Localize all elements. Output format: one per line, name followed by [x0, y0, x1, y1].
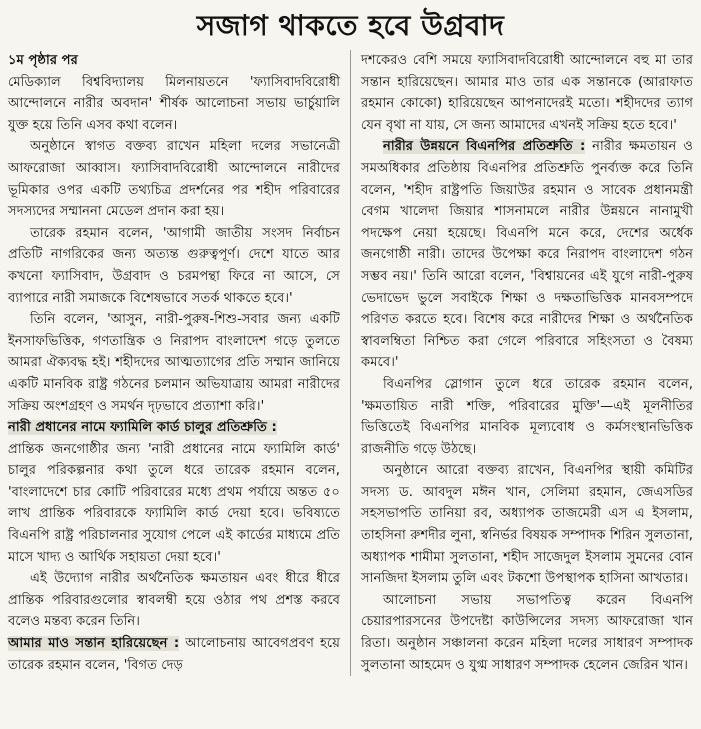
left-paragraph-2: অনুষ্ঠানে স্বাগত বক্তব্য রাখেন মহিলা দলের সভানেত্রী আফরোজা আব্বাস। ফ্যাসিবাদবিরোধী আন্দোলনে নারীদের ভূমিকার ওপর একটি তথ্যচিত্র প্রদর্শনের পর শহীদ পরিবারের সদস্যদের সম্মাননা মেডেল প্রদান করা হয়।: [8, 139, 340, 220]
right-paragraph-1: দশকেরও বেশি সময়ে ফ্যাসিবাদবিরোধী আন্দোলনে বহু মা তার সন্তান হারিয়েছেন। আমার মাও তার এক সন্তানকে (আরাফাত রহমান কোকো) হারিয়েছেন আপনাদেরই মতো। শহীদদের ত্যাগ যেন বৃথা না যায়, সে জন্য আমাদের এখনই সক্রিয় হতে হবে।': [361, 53, 693, 133]
left-paragraph-4: তিনি বলেন, 'আসুন, নারী-পুরুষ-শিশু-সবার জন্য একটি ইনসাফভিত্তিক, গণতান্ত্রিক ও নিরাপদ বাংলাদেশ গড়ে তুলতে আমরা ঐক্যবদ্ধ হই। শহীদদের আত্মত্যাগের প্রতি সম্মান জানিয়ে একটি মানবিক রাষ্ট্র গঠনের চলমান অভিযাত্রায় আমরা নারীদের সক্রিয় অংশগ্রহণ ও সমর্থন দৃঢ়ভাবে প্রত্যাশা করি।': [8, 312, 340, 414]
left-paragraph-6: এই উদ্যোগ নারীর অর্থনৈতিক ক্ষমতায়ন এবং ধীরে ধীরে প্রান্তিক পরিবারগুলোর স্বাবলম্বী হয়ে ওঠার পথ প্রশস্ত করবে বলেও মন্তব্য করেন তিনি।: [8, 571, 340, 630]
headline: সজাগ থাকতে হবে উগ্রবাদ: [196, 9, 505, 42]
column-divider: [350, 50, 351, 676]
continued-label: ১ম পৃষ্ঠার পর: [8, 53, 78, 68]
left-paragraph-1: ১ম পৃষ্ঠার পর মেডিক্যাল বিশ্ববিদ্যালয় মিলনায়তনে 'ফ্যাসিবাদবিরোধী আন্দোলনে নারীর অবদান' শীর্ষক আলোচনা সভায় ভার্চুয়ালি যুক্ত হয়ে তিনি এসব কথা বলেন।: [8, 53, 340, 133]
right-paragraph-3: বিএনপির স্লোগান তুলে ধরে তারেক রহমান বলেন, 'ক্ষমতায়িত নারী শক্তি, পরিবারের মুক্তি'—এই মূলনীতির ভিত্তিতেই বিএনপির মানবিক মূল্যবোধ ও কর্মসংস্থানভিত্তিক রাজনীতি গড়ে উঠছে।: [361, 376, 693, 457]
left-column: [8, 50, 340, 676]
right-paragraph-4: অনুষ্ঠানে আরো বক্তব্য রাখেন, বিএনপির স্থায়ী কমিটির সদস্য ড. আবদুল মঈন খান, সেলিমা রহমান, জেএসডির সহসভাপতি তানিয়া রব, অধ্যাপক তাজমেরী এস এ ইসলাম, তাহসিনা রুশদীর লুনা, স্বনির্ভর বিষয়ক সম্পাদক শিরিন সুলতানা, অধ্যাপক শামীমা সুলতানা, শহীদ সাজেদুল ইসলাম সুমনের বোন সানজিদা ইসলাম তুলি এবং টকশো উপস্থাপক হাসিনা আখতার।: [361, 463, 693, 587]
right-paragraph-2: নারীর উন্নয়নে বিএনপির প্রতিশ্রুতি : নারীর ক্ষমতায়ন ও সমঅধিকার প্রতিষ্ঠায় বিএনপির প্রতিশ্রুতি পুনর্ব্যক্ত করে তিনি বলেন, 'শহীদ রাষ্ট্রপতি জিয়াউর রহমান ও সাবেক প্রধানমন্ত্রী বেগম খালেদা জিয়ার শাসনামলে নারীর উন্নয়নে নানামুখী পদক্ষেপ নেয়া হয়েছে। বিএনপি মনে করে, দেশের অর্ধেক জনগোষ্ঠী নারী। তাদের উপেক্ষা করে নিরাপদ বাংলাদেশ গঠন সম্ভব নয়।' তিনি আরো বলেন, 'বিশ্বায়নের এই যুগে নারী-পুরুষ ভেদাভেদ ভুলে সবাইকে শিক্ষা ও দক্ষতাভিত্তিক মানবসম্পদে পরিণত করতে হবে। বিশেষ করে নারীদের শিক্ষা ও অর্থনৈতিক স্বাবলম্বিতা নিশ্চিত করা গেলে পরিবারে সহিংসতা ও বৈষম্য কমবে।': [361, 139, 693, 371]
subheading-my-mother: আমার মাও সন্তান হারিয়েছেন :: [8, 636, 180, 652]
subheading-family-card: নারী প্রধানের নামে ফ্যামিলি কার্ড চালুর প্রতিশ্রুতি :: [8, 420, 277, 436]
right-paragraph-5: আলোচনা সভায় সভাপতিত্ব করেন বিএনপি চেয়ারপারসনের উপদেষ্টা কাউন্সিলের সদস্য আফরোজা খান রিতা। অনুষ্ঠান সঞ্চালনা করেন মহিলা দলের সাধারণ সম্পাদক সুলতানা আহমেদ ও যুগ্ম সাধারণ সম্পাদক হেলেন জেরিন খান।: [361, 592, 693, 673]
subheading-women-development: নারীর উন্নয়নে বিএনপির প্রতিশ্রুতি :: [383, 139, 586, 155]
right-column: [361, 50, 693, 676]
left-paragraph-5: নারী প্রধানের নামে ফ্যামিলি কার্ড চালুর প্রতিশ্রুতি : প্রান্তিক জনগোষ্ঠীর জন্য 'নারী প্রধানের নামে ফ্যামিলি কার্ড' চালুর পরিকল্পনার কথা তুলে ধরে তারেক রহমান বলেন, 'বাংলাদেশে চার কোটি পরিবারের মধ্যে প্রথম পর্যায়ে অন্তত ৫০ লাখ প্রান্তিক পরিবারকে ফ্যামিলি কার্ড দেয়া হবে। ভবিষ্যতে বিএনপি রাষ্ট্র পরিচালনার সুযোগ পেলে এই কার্ডের মাধ্যমে প্রতি মাসে খাদ্য ও আর্থিক সহায়তা দেয়া হবে।': [8, 420, 340, 565]
left-paragraph-7: আমার মাও সন্তান হারিয়েছেন : আলোচনায় আবেগপ্রবণ হয়ে তারেক রহমান বলেন, 'বিগত দেড়: [8, 636, 341, 673]
left-paragraph-3: তারেক রহমান বলেন, 'আগামী জাতীয় সংসদ নির্বাচন প্রতিটি নাগরিকের জন্য অত্যন্ত গুরুত্বপূর্ণ। দেশে যাতে আর কখনো ফ্যাসিবাদ, উগ্রবাদ ও চরমপন্থা ফিরে না আসে, সে ব্যাপারে নারী সমাজকে বিশেষভাবে সতর্ক থাকতে হবে।': [8, 225, 340, 306]
article-columns: [8, 50, 693, 676]
